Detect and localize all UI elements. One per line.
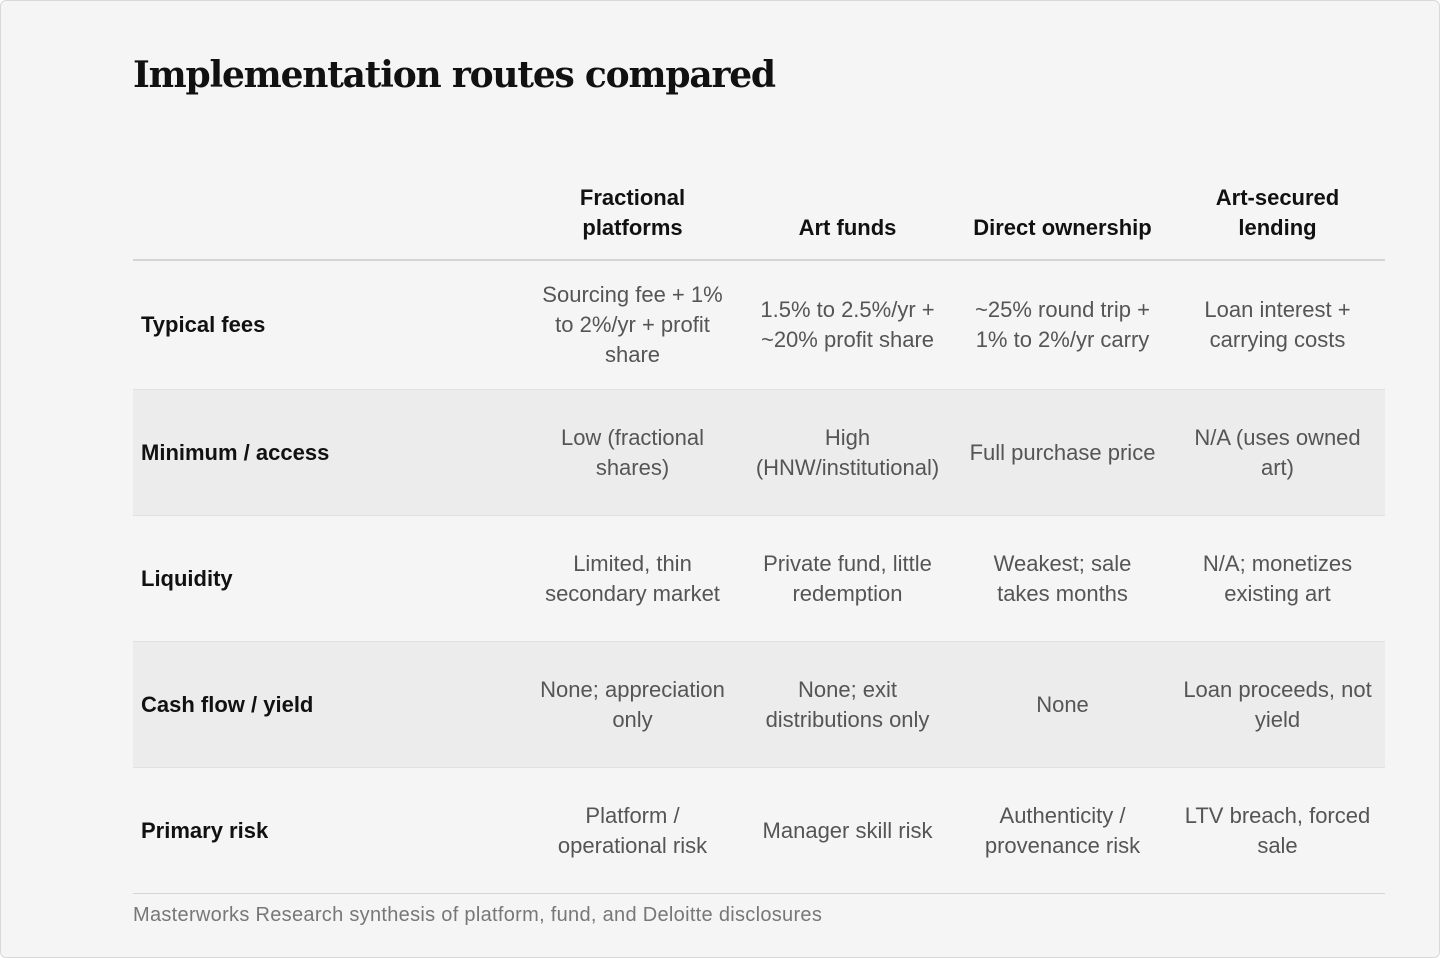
column-header-direct-ownership: Direct ownership: [955, 151, 1170, 260]
row-label: Cash flow / yield: [133, 642, 525, 768]
table-cell: High (HNW/institutional): [740, 390, 955, 516]
table-cell: 1.5% to 2.5%/yr + ~20% profit share: [740, 260, 955, 390]
table-cell: None; exit distributions only: [740, 642, 955, 768]
comparison-table: [133, 151, 1385, 894]
table-cell: Weakest; sale takes months: [955, 516, 1170, 642]
table-cell: Limited, thin secondary market: [525, 516, 740, 642]
column-header-art-funds: Art funds: [740, 151, 955, 260]
table-cell: Authenticity / provenance risk: [955, 768, 1170, 894]
table-row-cash-flow-yield: [133, 642, 1385, 768]
page-title: Implementation routes compared: [133, 54, 775, 96]
table-row-liquidity: [133, 516, 1385, 642]
row-label: Primary risk: [133, 768, 525, 894]
table-cell: None; appreciation only: [525, 642, 740, 768]
table-cell: Sourcing fee + 1% to 2%/yr + profit share: [525, 260, 740, 390]
table-cell: LTV breach, forced sale: [1170, 768, 1385, 894]
table-cell: Loan proceeds, not yield: [1170, 642, 1385, 768]
table-cell: Full purchase price: [955, 390, 1170, 516]
table-cell: Private fund, little redemption: [740, 516, 955, 642]
table-cell: Platform / operational risk: [525, 768, 740, 894]
source-note: Masterworks Research synthesis of platform, fund, and Deloitte disclosures: [133, 904, 823, 926]
header-blank-cell: [133, 151, 525, 260]
table-cell: N/A (uses owned art): [1170, 390, 1385, 516]
table-cell: ~25% round trip + 1% to 2%/yr carry: [955, 260, 1170, 390]
row-label: Minimum / access: [133, 390, 525, 516]
column-header-art-secured-lending: Art-secured lending: [1170, 151, 1385, 260]
table-cell: None: [955, 642, 1170, 768]
table-row-primary-risk: [133, 768, 1385, 894]
table-cell: Low (fractional shares): [525, 390, 740, 516]
table-row-minimum-access: [133, 390, 1385, 516]
row-label: Liquidity: [133, 516, 525, 642]
table-cell: Manager skill risk: [740, 768, 955, 894]
row-label: Typical fees: [133, 260, 525, 390]
table-cell: Loan interest + carrying costs: [1170, 260, 1385, 390]
table-row-typical-fees: [133, 260, 1385, 390]
column-header-fractional-platforms: Fractional platforms: [525, 151, 740, 260]
table-cell: N/A; monetizes existing art: [1170, 516, 1385, 642]
table-header-row: [133, 151, 1385, 260]
